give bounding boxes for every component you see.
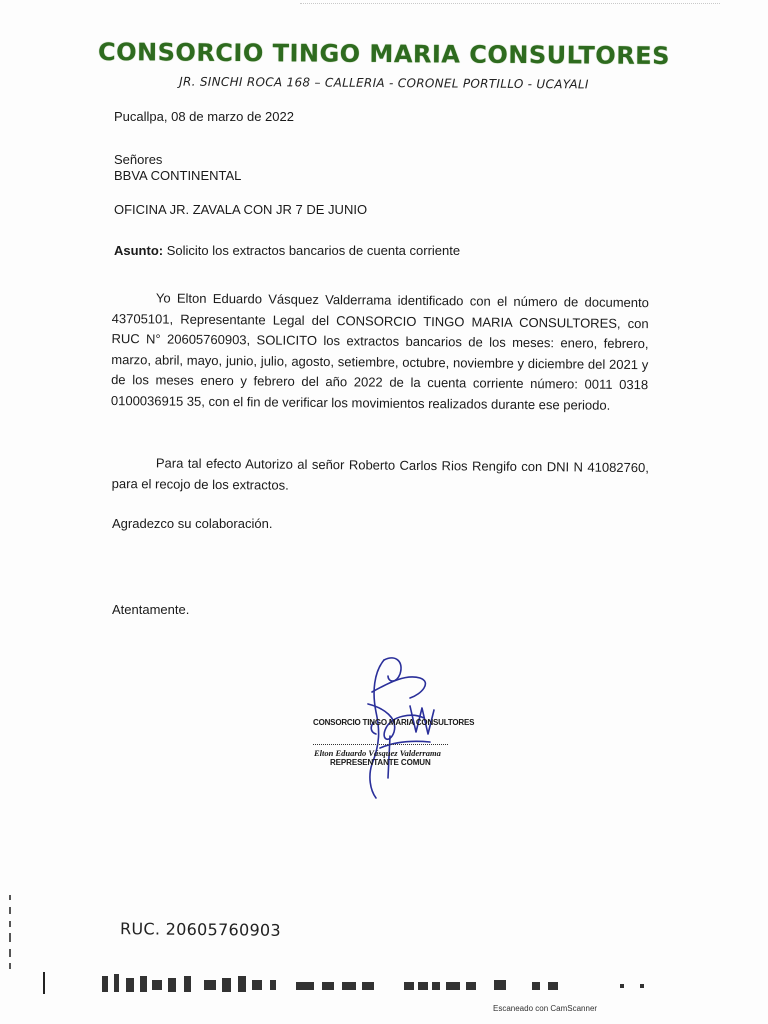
subject-line xyxy=(114,243,460,258)
subject-label: Asunto: xyxy=(114,243,164,258)
closing-line: Atentamente. xyxy=(112,602,190,617)
stamp-company-name: CONSORCIO TINGO MARIA CONSULTORES xyxy=(313,718,475,727)
stamp-signatory-name: Elton Eduardo Vásquez Valderrama xyxy=(314,748,441,758)
stamp-signatory-role: REPRESENTANTE COMUN xyxy=(330,758,431,767)
recipient-office: OFICINA JR. ZAVALA CON JR 7 DE JUNIO xyxy=(114,202,368,217)
scan-margin-marks xyxy=(8,893,14,973)
company-address: JR. SINCHI ROCA 168 – CALLERIA - CORONEL PORTILLO - UCAYALI xyxy=(179,74,589,92)
recipient-bank: BBVA CONTINENTAL xyxy=(114,168,242,183)
scanner-credit: Escaneado con CamScanner xyxy=(493,1004,598,1013)
body-paragraph-authorization: Para tal efecto Autorizo al señor Roberto Carlos Rios Rengifo con DNI N 41082760, para el recojo de los extractos. xyxy=(111,455,649,493)
thanks-line: Agradezco su colaboración. xyxy=(112,516,273,531)
subject-text: Solicito los extractos bancarios de cuenta corriente xyxy=(163,243,461,258)
body-paragraph-request: Yo Elton Eduardo Vásquez Valderrama identificado con el número de documento 43705101, Representante Legal del CONSORCIO TINGO MARIA CONSULTORES, con RUC N° 20605760903, SOLICITO los extractos bancarios de los meses: enero, febrero, marzo, abril, mayo, junio, julio, agosto, setiembre, octubre, noviembre y diciembre del 2021 y de los meses enero y febrero del año 2022 de la cuenta corriente número: 0011 0318 0100036915 35, con el fin de verificar los movimientos realizados durante ese periodo. xyxy=(110,290,649,413)
letter-date: Pucallpa, 08 de marzo de 2022 xyxy=(114,109,294,124)
company-title: CONSORCIO TINGO MARIA CONSULTORES xyxy=(97,38,671,70)
handwritten-signature xyxy=(350,652,460,802)
scan-edge-bar xyxy=(43,972,45,994)
top-dotted-rule xyxy=(300,3,720,5)
recipient-salutation: Señores xyxy=(114,152,163,167)
scan-bleed-through-strip xyxy=(100,968,660,996)
stamp-dotted-line xyxy=(313,744,448,745)
ruc-number: RUC. 20605760903 xyxy=(119,919,282,940)
